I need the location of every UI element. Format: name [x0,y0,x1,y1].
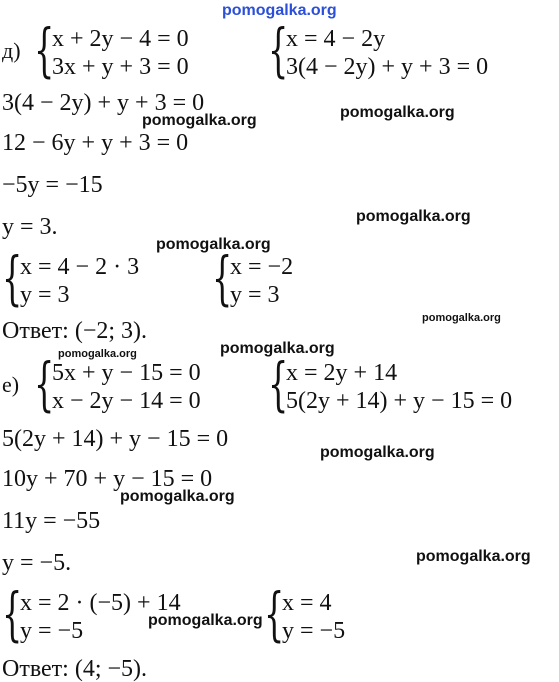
header-watermark: pomogalka.org [222,2,337,19]
brace-icon: { [2,244,23,312]
equation: x = 4 [282,590,332,616]
part-d-step-1: 3(4 − 2y) + y + 3 = 0 [2,90,205,116]
brace-icon: { [2,580,23,648]
equation: x = 4 − 2y [286,26,386,52]
brace-icon: { [34,16,55,84]
watermark: pomogalka.org [58,348,137,360]
part-e-step-4: y = −5. [2,550,72,576]
equation: 5x + y − 15 = 0 [52,360,201,386]
watermark: pomogalka.org [422,312,501,324]
part-d-step-4: y = 3. [2,214,58,240]
equation: y = 3 [230,282,280,308]
brace-icon: { [264,580,285,648]
part-e-step-3: 11y = −55 [2,508,101,534]
part-e-answer: Ответ: (4; −5). [2,656,148,682]
watermark: pomogalka.org [340,104,455,121]
part-e-label: е) [2,372,20,397]
watermark: pomogalka.org [142,112,257,129]
part-d-step-3: −5y = −15 [2,172,103,198]
part-d-answer: Ответ: (−2; 3). [2,318,148,344]
brace-icon: { [268,16,289,84]
part-e-step-1: 5(2y + 14) + y − 15 = 0 [2,426,229,452]
watermark: pomogalka.org [416,548,531,565]
equation: 5(2y + 14) + y − 15 = 0 [286,388,513,414]
equation: x = 4 − 2 · 3 [20,254,140,280]
part-d-step-2: 12 − 6y + y + 3 = 0 [2,130,189,156]
equation: y = 3 [20,282,70,308]
equation: 3x + y + 3 = 0 [52,54,189,80]
watermark: pomogalka.org [220,340,335,357]
equation: x − 2y − 14 = 0 [52,388,201,414]
equation: 3(4 − 2y) + y + 3 = 0 [286,54,489,80]
watermark: pomogalka.org [356,208,471,225]
equation: x = −2 [230,254,294,280]
watermark: pomogalka.org [148,612,263,629]
equation: x = 2 · (−5) + 14 [20,590,181,616]
equation: x + 2y − 4 = 0 [52,26,189,52]
equation: x = 2y + 14 [286,360,398,386]
brace-icon: { [268,350,289,418]
equation: y = −5 [20,618,84,644]
watermark: pomogalka.org [320,444,435,461]
part-d-label: д) [2,38,21,63]
brace-icon: { [212,244,233,312]
watermark: pomogalka.org [120,488,235,505]
brace-icon: { [34,350,55,418]
equation: y = −5 [282,618,346,644]
watermark: pomogalka.org [156,236,271,253]
part-e-step-2: 10y + 70 + y − 15 = 0 [2,466,213,492]
